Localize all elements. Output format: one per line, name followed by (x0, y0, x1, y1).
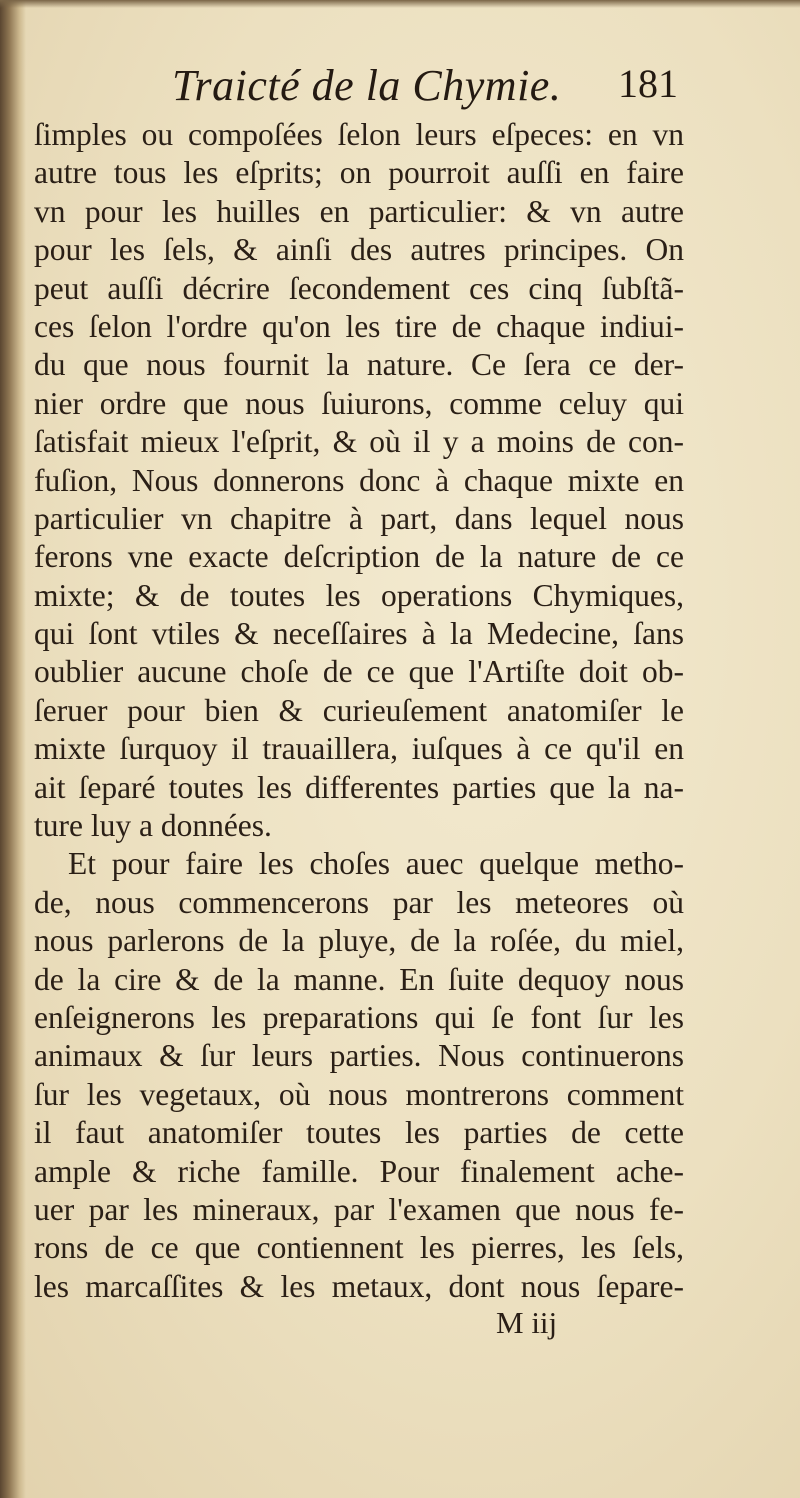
text-line: rons de ce que contiennent les pierres, les ſels, (34, 1230, 684, 1266)
text-line: ſeruer pour bien & curieuſement anatomiſer le (34, 692, 684, 728)
text-line: il faut anatomiſer toutes les parties de cette (34, 1115, 684, 1151)
text-line: ample & riche famille. Pour finalement ache- (34, 1153, 684, 1189)
text-line: qui ſont vtiles & neceſſaires à la Medecine, ſans (34, 616, 684, 652)
text-line: autre tous les eſprits; on pourroit auſſi en faire (34, 155, 684, 191)
running-title: Traicté de la Chymie. (172, 61, 562, 110)
text-line: oublier aucune choſe de ce que l'Artiſte doit ob- (34, 654, 684, 690)
body-text (34, 116, 684, 1306)
text-line: ces ſelon l'ordre qu'on les tire de chaque indiui- (34, 308, 684, 344)
text-line: ſatisfait mieux l'eſprit, & où il y a moins de con- (34, 424, 684, 460)
text-line: les marcaſſites & les metaux, dont nous ſepare- (34, 1268, 684, 1304)
page-number: 181 (618, 61, 678, 106)
text-line-paragraph-start: Et pour faire les choſes auec quelque metho- (68, 846, 684, 882)
text-line: animaux & ſur leurs parties. Nous continuerons (34, 1038, 684, 1074)
text-line: du que nous fournit la nature. Ce ſera ce der- (34, 347, 684, 383)
binding-gutter (0, 0, 26, 1498)
text-line: ait ſeparé toutes les differentes parties que la na- (34, 769, 684, 805)
text-line: particulier vn chapitre à part, dans lequel nous (34, 500, 684, 536)
text-line: mixte; & de toutes les operations Chymiques, (34, 577, 684, 613)
text-line: mixte ſurquoy il trauaillera, iuſques à ce qu'il en (34, 731, 684, 767)
text-line: nous parlerons de la pluye, de la roſée, du miel, (34, 923, 684, 959)
signature-mark: M iij (496, 1305, 558, 1340)
text-line: pour les ſels, & ainſi des autres principes. On (34, 232, 684, 268)
page-header (0, 52, 800, 112)
text-line: de, nous commencerons par les meteores où (34, 884, 684, 920)
text-line: ferons vne exacte deſcription de la nature de ce (34, 539, 684, 575)
text-line: vn pour les huilles en particulier: & vn autre (34, 193, 684, 229)
text-line: enſeignerons les preparations qui ſe font ſur les (34, 999, 684, 1035)
text-line: peut auſſi décrire ſecondement ces cinq ſubſtã- (34, 270, 684, 306)
text-line: ſur les vegetaux, où nous montrerons comment (34, 1076, 684, 1112)
text-line: de la cire & de la manne. En ſuite dequoy nous (34, 961, 684, 997)
text-line-paragraph-end: ture luy a données. (34, 808, 272, 844)
page-top-edge (0, 0, 800, 8)
text-line: ſimples ou compoſées ſelon leurs eſpeces: en vn (34, 117, 684, 152)
text-line: uer par les mineraux, par l'examen que nous fe- (34, 1191, 684, 1227)
text-line: nier ordre que nous ſuiurons, comme celuy qui (34, 385, 684, 421)
text-line: fuſion, Nous donnerons donc à chaque mixte en (34, 462, 684, 498)
